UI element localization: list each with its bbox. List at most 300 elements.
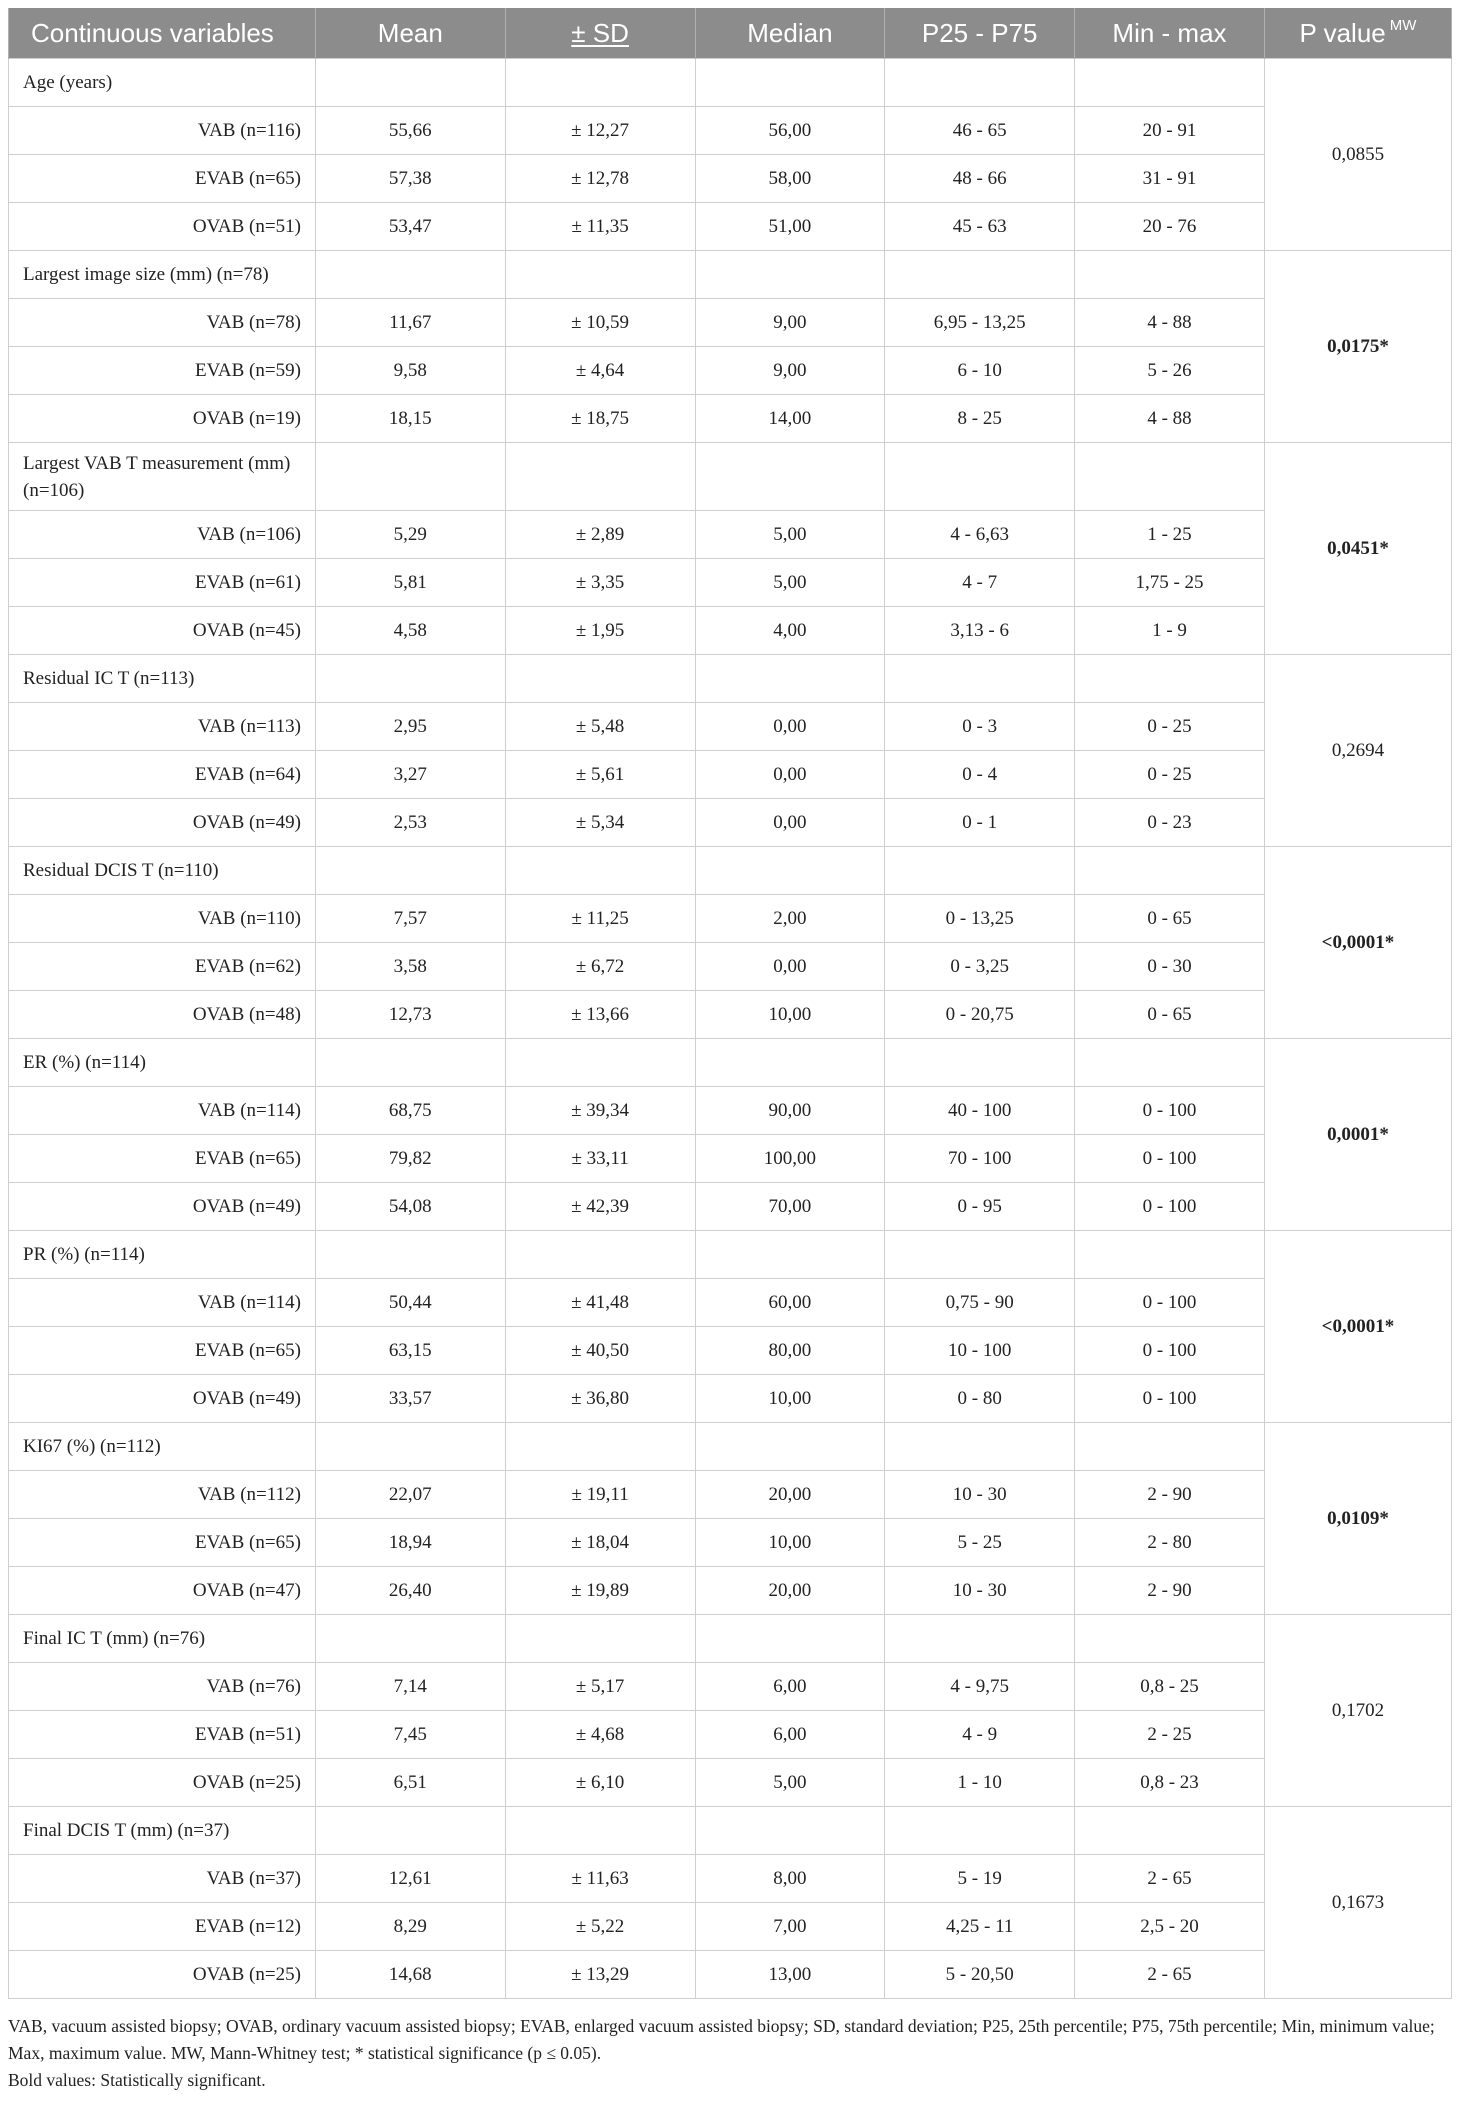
- cell-mean: 50,44: [315, 1279, 505, 1327]
- table-header-row: [9, 8, 1452, 59]
- cell-variable: VAB (n=106): [9, 511, 316, 559]
- cell-median: 9,00: [695, 347, 885, 395]
- cell-iqr: 0,75 - 90: [885, 1279, 1075, 1327]
- cell-range: 1 - 9: [1075, 607, 1265, 655]
- group-header-row: [9, 1231, 1452, 1279]
- cell-mean: 5,81: [315, 559, 505, 607]
- empty-cell: [1075, 1423, 1265, 1471]
- empty-cell: [885, 1423, 1075, 1471]
- empty-cell: [1075, 847, 1265, 895]
- table-row: [9, 1567, 1452, 1615]
- empty-cell: [695, 59, 885, 107]
- table-row: [9, 511, 1452, 559]
- empty-cell: [695, 847, 885, 895]
- group-label: Final IC T (mm) (n=76): [9, 1615, 316, 1663]
- p-value-cell: 0,2694: [1264, 655, 1451, 847]
- cell-sd: ± 11,63: [505, 1855, 695, 1903]
- cell-median: 13,00: [695, 1951, 885, 1999]
- cell-range: 2 - 90: [1075, 1471, 1265, 1519]
- group-label: PR (%) (n=114): [9, 1231, 316, 1279]
- cell-variable: EVAB (n=62): [9, 943, 316, 991]
- empty-cell: [315, 443, 505, 511]
- group-header-row: [9, 655, 1452, 703]
- header-median-label: Median: [747, 17, 833, 48]
- table-row: [9, 395, 1452, 443]
- cell-range: 0,8 - 23: [1075, 1759, 1265, 1807]
- cell-range: 20 - 91: [1075, 107, 1265, 155]
- cell-sd: ± 18,75: [505, 395, 695, 443]
- cell-iqr: 0 - 3: [885, 703, 1075, 751]
- cell-mean: 26,40: [315, 1567, 505, 1615]
- cell-mean: 22,07: [315, 1471, 505, 1519]
- table-row: [9, 1135, 1452, 1183]
- cell-sd: ± 6,10: [505, 1759, 695, 1807]
- table-row: [9, 155, 1452, 203]
- cell-variable: VAB (n=116): [9, 107, 316, 155]
- cell-median: 9,00: [695, 299, 885, 347]
- header-mean-label: Mean: [377, 17, 443, 48]
- cell-median: 56,00: [695, 107, 885, 155]
- cell-variable: EVAB (n=65): [9, 155, 316, 203]
- cell-iqr: 40 - 100: [885, 1087, 1075, 1135]
- table-row: [9, 1327, 1452, 1375]
- cell-mean: 11,67: [315, 299, 505, 347]
- cell-iqr: 0 - 3,25: [885, 943, 1075, 991]
- empty-cell: [505, 59, 695, 107]
- cell-sd: ± 10,59: [505, 299, 695, 347]
- table-row: [9, 1471, 1452, 1519]
- cell-range: 0 - 100: [1075, 1375, 1265, 1423]
- cell-sd: ± 5,22: [505, 1903, 695, 1951]
- group-label: Age (years): [9, 59, 316, 107]
- cell-range: 2 - 65: [1075, 1855, 1265, 1903]
- empty-cell: [1075, 251, 1265, 299]
- empty-cell: [695, 251, 885, 299]
- cell-variable: OVAB (n=25): [9, 1951, 316, 1999]
- empty-cell: [695, 1231, 885, 1279]
- cell-range: 20 - 76: [1075, 203, 1265, 251]
- header-range-label: Min - max: [1112, 17, 1227, 48]
- footnote-bold-note: Bold values: Statistically significant.: [8, 2070, 266, 2090]
- group-header-row: [9, 1423, 1452, 1471]
- empty-cell: [885, 59, 1075, 107]
- group-header-row: [9, 1807, 1452, 1855]
- table-row: [9, 1375, 1452, 1423]
- empty-cell: [505, 1039, 695, 1087]
- cell-sd: ± 42,39: [505, 1183, 695, 1231]
- cell-median: 20,00: [695, 1471, 885, 1519]
- empty-cell: [695, 1615, 885, 1663]
- cell-variable: EVAB (n=65): [9, 1327, 316, 1375]
- cell-sd: ± 41,48: [505, 1279, 695, 1327]
- empty-cell: [695, 1423, 885, 1471]
- cell-mean: 53,47: [315, 203, 505, 251]
- group-header-row: [9, 251, 1452, 299]
- header-variable: [9, 8, 316, 59]
- table-body: [9, 59, 1452, 1999]
- table-row: [9, 107, 1452, 155]
- cell-iqr: 3,13 - 6: [885, 607, 1075, 655]
- cell-iqr: 70 - 100: [885, 1135, 1075, 1183]
- cell-sd: ± 6,72: [505, 943, 695, 991]
- cell-mean: 3,27: [315, 751, 505, 799]
- table-row: [9, 347, 1452, 395]
- table-row: [9, 1711, 1452, 1759]
- header-p-value-label: P value: [1299, 18, 1386, 48]
- cell-median: 20,00: [695, 1567, 885, 1615]
- cell-mean: 7,57: [315, 895, 505, 943]
- cell-mean: 18,94: [315, 1519, 505, 1567]
- cell-variable: EVAB (n=65): [9, 1519, 316, 1567]
- cell-iqr: 6 - 10: [885, 347, 1075, 395]
- table-row: [9, 1855, 1452, 1903]
- cell-iqr: 8 - 25: [885, 395, 1075, 443]
- p-value-cell: 0,0175*: [1264, 251, 1451, 443]
- cell-range: 2 - 25: [1075, 1711, 1265, 1759]
- empty-cell: [885, 251, 1075, 299]
- table-row: [9, 1951, 1452, 1999]
- table-row: [9, 991, 1452, 1039]
- table-row: [9, 703, 1452, 751]
- cell-variable: OVAB (n=47): [9, 1567, 316, 1615]
- cell-range: 5 - 26: [1075, 347, 1265, 395]
- header-sd: [505, 8, 695, 59]
- cell-mean: 2,53: [315, 799, 505, 847]
- cell-range: 0 - 30: [1075, 943, 1265, 991]
- cell-variable: VAB (n=78): [9, 299, 316, 347]
- empty-cell: [885, 1615, 1075, 1663]
- cell-range: 0 - 100: [1075, 1327, 1265, 1375]
- empty-cell: [505, 251, 695, 299]
- cell-mean: 7,45: [315, 1711, 505, 1759]
- cell-iqr: 0 - 13,25: [885, 895, 1075, 943]
- cell-variable: OVAB (n=49): [9, 1183, 316, 1231]
- cell-range: 0 - 25: [1075, 751, 1265, 799]
- cell-median: 10,00: [695, 1519, 885, 1567]
- cell-range: 1 - 25: [1075, 511, 1265, 559]
- cell-variable: EVAB (n=59): [9, 347, 316, 395]
- cell-mean: 68,75: [315, 1087, 505, 1135]
- header-p-value-superscript: MW: [1389, 17, 1417, 34]
- cell-median: 90,00: [695, 1087, 885, 1135]
- cell-variable: OVAB (n=45): [9, 607, 316, 655]
- cell-range: 0 - 25: [1075, 703, 1265, 751]
- cell-median: 6,00: [695, 1711, 885, 1759]
- cell-mean: 79,82: [315, 1135, 505, 1183]
- cell-median: 4,00: [695, 607, 885, 655]
- empty-cell: [695, 443, 885, 511]
- cell-range: 31 - 91: [1075, 155, 1265, 203]
- empty-cell: [315, 655, 505, 703]
- cell-iqr: 5 - 19: [885, 1855, 1075, 1903]
- cell-median: 6,00: [695, 1663, 885, 1711]
- cell-sd: ± 1,95: [505, 607, 695, 655]
- cell-iqr: 4 - 7: [885, 559, 1075, 607]
- empty-cell: [1075, 1039, 1265, 1087]
- cell-mean: 33,57: [315, 1375, 505, 1423]
- cell-range: 0,8 - 25: [1075, 1663, 1265, 1711]
- cell-variable: EVAB (n=61): [9, 559, 316, 607]
- footnote-abbreviations: VAB, vacuum assisted biopsy; OVAB, ordinary vacuum assisted biopsy; EVAB, enlarged vacuum assisted biopsy; SD, standard deviation; P25, 25th percentile; P75, 75th percentile; Min, minimum value; Max, maximum value. MW, Mann-Whitney test; * statistical significance (p ≤ 0.05).: [8, 2016, 1435, 2063]
- results-table: [8, 8, 1452, 1999]
- table-row: [9, 1759, 1452, 1807]
- empty-cell: [315, 251, 505, 299]
- cell-mean: 2,95: [315, 703, 505, 751]
- cell-sd: ± 33,11: [505, 1135, 695, 1183]
- cell-iqr: 48 - 66: [885, 155, 1075, 203]
- cell-median: 60,00: [695, 1279, 885, 1327]
- p-value-cell: 0,1702: [1264, 1615, 1451, 1807]
- empty-cell: [885, 443, 1075, 511]
- cell-variable: VAB (n=113): [9, 703, 316, 751]
- empty-cell: [315, 1807, 505, 1855]
- empty-cell: [695, 655, 885, 703]
- empty-cell: [505, 1231, 695, 1279]
- cell-median: 100,00: [695, 1135, 885, 1183]
- cell-median: 0,00: [695, 799, 885, 847]
- header-variable-label: Continuous variables: [31, 17, 274, 48]
- cell-mean: 9,58: [315, 347, 505, 395]
- header-iqr: [885, 8, 1075, 59]
- cell-mean: 57,38: [315, 155, 505, 203]
- cell-iqr: 4,25 - 11: [885, 1903, 1075, 1951]
- table-row: [9, 607, 1452, 655]
- cell-sd: ± 13,66: [505, 991, 695, 1039]
- cell-median: 5,00: [695, 511, 885, 559]
- p-value-cell: 0,0855: [1264, 59, 1451, 251]
- table-row: [9, 895, 1452, 943]
- group-header-row: [9, 59, 1452, 107]
- empty-cell: [1075, 59, 1265, 107]
- cell-iqr: 45 - 63: [885, 203, 1075, 251]
- cell-range: 0 - 23: [1075, 799, 1265, 847]
- empty-cell: [315, 847, 505, 895]
- cell-variable: OVAB (n=19): [9, 395, 316, 443]
- cell-median: 80,00: [695, 1327, 885, 1375]
- cell-variable: EVAB (n=12): [9, 1903, 316, 1951]
- table-row: [9, 299, 1452, 347]
- cell-variable: OVAB (n=48): [9, 991, 316, 1039]
- cell-median: 8,00: [695, 1855, 885, 1903]
- cell-variable: OVAB (n=25): [9, 1759, 316, 1807]
- cell-mean: 6,51: [315, 1759, 505, 1807]
- table-row: [9, 1183, 1452, 1231]
- cell-iqr: 5 - 25: [885, 1519, 1075, 1567]
- p-value-cell: 0,1673: [1264, 1807, 1451, 1999]
- p-value-cell: <0,0001*: [1264, 1231, 1451, 1423]
- cell-sd: ± 2,89: [505, 511, 695, 559]
- empty-cell: [885, 847, 1075, 895]
- empty-cell: [1075, 1615, 1265, 1663]
- group-label: ER (%) (n=114): [9, 1039, 316, 1087]
- cell-iqr: 4 - 6,63: [885, 511, 1075, 559]
- table-row: [9, 1279, 1452, 1327]
- empty-cell: [1075, 443, 1265, 511]
- group-label: KI67 (%) (n=112): [9, 1423, 316, 1471]
- cell-iqr: 4 - 9: [885, 1711, 1075, 1759]
- cell-variable: OVAB (n=49): [9, 1375, 316, 1423]
- group-header-row: [9, 847, 1452, 895]
- cell-mean: 3,58: [315, 943, 505, 991]
- table-row: [9, 751, 1452, 799]
- cell-median: 5,00: [695, 559, 885, 607]
- cell-range: 1,75 - 25: [1075, 559, 1265, 607]
- header-range: [1075, 8, 1265, 59]
- empty-cell: [695, 1039, 885, 1087]
- cell-range: 0 - 100: [1075, 1087, 1265, 1135]
- cell-sd: ± 11,35: [505, 203, 695, 251]
- cell-median: 0,00: [695, 751, 885, 799]
- cell-sd: ± 5,34: [505, 799, 695, 847]
- cell-iqr: 1 - 10: [885, 1759, 1075, 1807]
- table-row: [9, 1087, 1452, 1135]
- cell-median: 2,00: [695, 895, 885, 943]
- cell-sd: ± 12,78: [505, 155, 695, 203]
- empty-cell: [315, 1231, 505, 1279]
- cell-sd: ± 12,27: [505, 107, 695, 155]
- cell-sd: ± 19,89: [505, 1567, 695, 1615]
- group-label: Residual DCIS T (n=110): [9, 847, 316, 895]
- table-row: [9, 799, 1452, 847]
- empty-cell: [505, 443, 695, 511]
- cell-variable: VAB (n=37): [9, 1855, 316, 1903]
- cell-range: 0 - 65: [1075, 991, 1265, 1039]
- cell-sd: ± 18,04: [505, 1519, 695, 1567]
- cell-iqr: 0 - 1: [885, 799, 1075, 847]
- cell-range: 2,5 - 20: [1075, 1903, 1265, 1951]
- table-row: [9, 559, 1452, 607]
- group-label: Residual IC T (n=113): [9, 655, 316, 703]
- cell-sd: ± 39,34: [505, 1087, 695, 1135]
- cell-mean: 63,15: [315, 1327, 505, 1375]
- cell-iqr: 5 - 20,50: [885, 1951, 1075, 1999]
- cell-mean: 54,08: [315, 1183, 505, 1231]
- cell-sd: ± 5,48: [505, 703, 695, 751]
- cell-mean: 8,29: [315, 1903, 505, 1951]
- cell-sd: ± 13,29: [505, 1951, 695, 1999]
- p-value-cell: 0,0001*: [1264, 1039, 1451, 1231]
- cell-median: 58,00: [695, 155, 885, 203]
- cell-variable: EVAB (n=65): [9, 1135, 316, 1183]
- header-p-value: [1264, 8, 1451, 59]
- cell-variable: VAB (n=76): [9, 1663, 316, 1711]
- cell-range: 4 - 88: [1075, 299, 1265, 347]
- cell-variable: EVAB (n=51): [9, 1711, 316, 1759]
- cell-iqr: 0 - 80: [885, 1375, 1075, 1423]
- cell-iqr: 6,95 - 13,25: [885, 299, 1075, 347]
- group-label: Largest image size (mm) (n=78): [9, 251, 316, 299]
- empty-cell: [885, 655, 1075, 703]
- cell-median: 10,00: [695, 1375, 885, 1423]
- cell-range: 2 - 80: [1075, 1519, 1265, 1567]
- cell-iqr: 0 - 20,75: [885, 991, 1075, 1039]
- cell-range: 4 - 88: [1075, 395, 1265, 443]
- header-median: [695, 8, 885, 59]
- cell-mean: 12,61: [315, 1855, 505, 1903]
- empty-cell: [315, 1615, 505, 1663]
- empty-cell: [1075, 655, 1265, 703]
- cell-variable: VAB (n=114): [9, 1279, 316, 1327]
- table-row: [9, 1663, 1452, 1711]
- p-value-cell: 0,0109*: [1264, 1423, 1451, 1615]
- cell-variable: VAB (n=114): [9, 1087, 316, 1135]
- table-row: [9, 943, 1452, 991]
- cell-mean: 55,66: [315, 107, 505, 155]
- cell-iqr: 46 - 65: [885, 107, 1075, 155]
- cell-variable: OVAB (n=51): [9, 203, 316, 251]
- p-value-cell: 0,0451*: [1264, 443, 1451, 655]
- header-iqr-label: P25 - P75: [921, 17, 1038, 48]
- cell-variable: VAB (n=110): [9, 895, 316, 943]
- empty-cell: [1075, 1231, 1265, 1279]
- empty-cell: [695, 1807, 885, 1855]
- empty-cell: [505, 655, 695, 703]
- cell-sd: ± 4,64: [505, 347, 695, 395]
- cell-median: 14,00: [695, 395, 885, 443]
- cell-range: 0 - 100: [1075, 1135, 1265, 1183]
- cell-sd: ± 40,50: [505, 1327, 695, 1375]
- cell-sd: ± 19,11: [505, 1471, 695, 1519]
- cell-sd: ± 11,25: [505, 895, 695, 943]
- cell-iqr: 10 - 100: [885, 1327, 1075, 1375]
- cell-iqr: 10 - 30: [885, 1471, 1075, 1519]
- cell-range: 0 - 65: [1075, 895, 1265, 943]
- empty-cell: [315, 1039, 505, 1087]
- empty-cell: [505, 1807, 695, 1855]
- cell-iqr: 0 - 95: [885, 1183, 1075, 1231]
- cell-sd: ± 4,68: [505, 1711, 695, 1759]
- table-footnote: [8, 2013, 1452, 2094]
- cell-median: 51,00: [695, 203, 885, 251]
- cell-median: 10,00: [695, 991, 885, 1039]
- cell-range: 0 - 100: [1075, 1183, 1265, 1231]
- empty-cell: [1075, 1807, 1265, 1855]
- group-label: Largest VAB T measurement (mm) (n=106): [9, 443, 316, 511]
- group-label: Final DCIS T (mm) (n=37): [9, 1807, 316, 1855]
- cell-median: 0,00: [695, 943, 885, 991]
- header-mean: [315, 8, 505, 59]
- cell-median: 70,00: [695, 1183, 885, 1231]
- cell-variable: VAB (n=112): [9, 1471, 316, 1519]
- empty-cell: [885, 1231, 1075, 1279]
- cell-range: 2 - 65: [1075, 1951, 1265, 1999]
- cell-median: 5,00: [695, 1759, 885, 1807]
- cell-mean: 14,68: [315, 1951, 505, 1999]
- header-sd-label: ± SD: [571, 17, 629, 48]
- cell-sd: ± 5,17: [505, 1663, 695, 1711]
- cell-iqr: 0 - 4: [885, 751, 1075, 799]
- cell-iqr: 10 - 30: [885, 1567, 1075, 1615]
- cell-sd: ± 36,80: [505, 1375, 695, 1423]
- empty-cell: [505, 1615, 695, 1663]
- cell-sd: ± 5,61: [505, 751, 695, 799]
- cell-mean: 12,73: [315, 991, 505, 1039]
- empty-cell: [315, 59, 505, 107]
- empty-cell: [315, 1423, 505, 1471]
- cell-iqr: 4 - 9,75: [885, 1663, 1075, 1711]
- empty-cell: [505, 847, 695, 895]
- cell-median: 0,00: [695, 703, 885, 751]
- cell-mean: 18,15: [315, 395, 505, 443]
- cell-median: 7,00: [695, 1903, 885, 1951]
- empty-cell: [505, 1423, 695, 1471]
- table-row: [9, 203, 1452, 251]
- cell-mean: 5,29: [315, 511, 505, 559]
- empty-cell: [885, 1807, 1075, 1855]
- group-header-row: [9, 1039, 1452, 1087]
- cell-range: 0 - 100: [1075, 1279, 1265, 1327]
- empty-cell: [885, 1039, 1075, 1087]
